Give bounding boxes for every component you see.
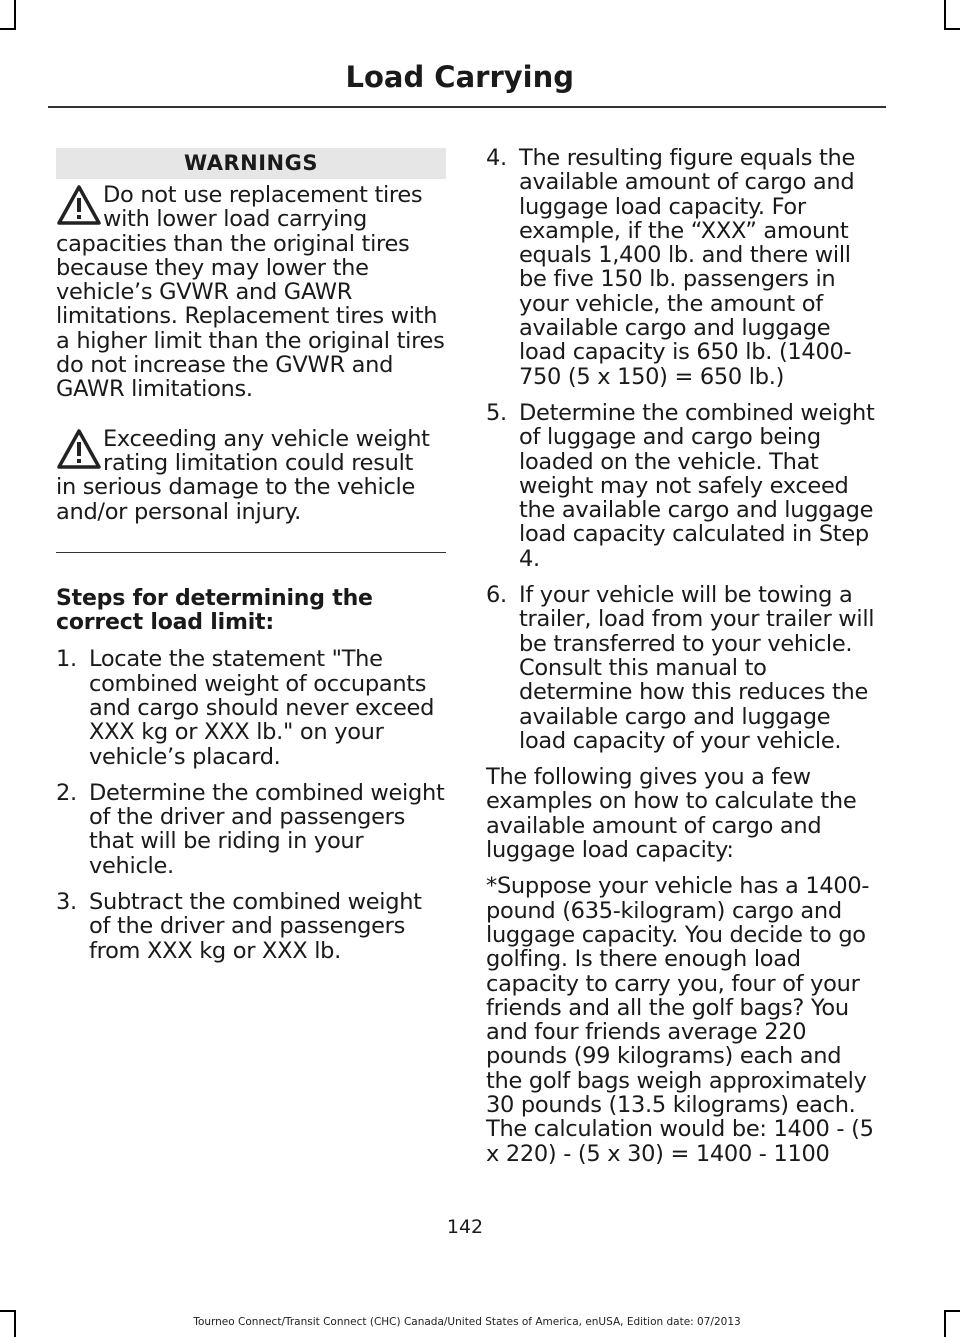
list-item xyxy=(56,890,446,963)
step-number: 3. xyxy=(56,889,77,916)
crop-mark xyxy=(944,28,960,30)
page-number: 142 xyxy=(446,1216,484,1238)
warning-triangle-icon xyxy=(56,427,102,471)
step-number: 5. xyxy=(486,399,507,426)
footer-text: Tourneo Connect/Transit Connect (CHC) Canada/United States of America, enUSA, Edition date: 07/2013 xyxy=(193,1316,741,1328)
paragraph: *Suppose your vehicle has a 1400-pound (635-kilogram) cargo and luggage capacity. You decide to go golfing. Is there enough load capacity to carry you, four of your friends and all the golf bags? You and four friends average 220 pounds (99 kilograms) each and the golf bags weigh approximately 30 pounds (13.5 kilograms) each. The calculation would be: 1400 - (5 x 220) - (5 x 30) = 1400 - 1100 xyxy=(486,873,874,1167)
list-item xyxy=(56,781,446,878)
steps-list xyxy=(56,647,446,963)
crop-mark xyxy=(944,0,946,30)
list-item xyxy=(486,583,881,753)
list-item xyxy=(56,647,446,768)
warning-text: in serious damage to the vehicle and/or personal injury. xyxy=(56,474,416,525)
step-text: The resulting figure equals the available amount of cargo and luggage load capacity. For example, if the “XXX” amount equals 1,400 lb. and there will be five 150 lb. passengers in your vehicle, the amount of available cargo and luggage load capacity is 650 lb. (1400-750 (5 x 150) = 650 lb.) xyxy=(519,145,855,390)
warning-text-first: Exceeding any vehicle weight rating limitation could result xyxy=(103,425,430,476)
step-text: If your vehicle will be towing a trailer, load from your trailer will be transferred to your vehicle. Consult this manual to determine how this reduces the available cargo and luggage load capacity of your vehicle. xyxy=(519,582,875,754)
warnings-heading: WARNINGS xyxy=(56,148,446,179)
step-text: Locate the statement "The combined weight of occupants and cargo should never exceed XXX kg or XXX lb." on your vehicle’s placard. xyxy=(89,646,435,770)
crop-mark xyxy=(944,1310,960,1312)
step-number: 1. xyxy=(56,646,77,673)
step-number: 4. xyxy=(486,145,507,171)
page-title: Load Carrying xyxy=(345,60,574,94)
warning-triangle-icon xyxy=(56,183,102,227)
section-divider xyxy=(56,552,446,554)
steps-list-continued xyxy=(486,146,881,753)
warning-item xyxy=(56,183,446,402)
warning-text-first: Do not use replacement tires with lower load carrying xyxy=(103,182,423,233)
warning-item xyxy=(56,427,446,524)
header-divider xyxy=(48,106,886,108)
right-column xyxy=(486,146,881,1166)
left-column xyxy=(56,148,446,963)
step-text: Determine the combined weight of the driver and passengers that will be riding in your vehicle. xyxy=(89,779,445,879)
list-item xyxy=(486,401,881,571)
list-item xyxy=(486,146,881,389)
step-text: Determine the combined weight of luggage and cargo being loaded on the vehicle. That weight may not safely exceed the available cargo and luggage load capacity calculated in Step 4. xyxy=(519,399,875,572)
crop-mark xyxy=(0,28,16,30)
step-text: Subtract the combined weight of the driver and passengers from XXX kg or XXX lb. xyxy=(89,889,422,964)
step-number: 6. xyxy=(486,582,507,609)
section-heading: Steps for determining the correct load limit: xyxy=(56,586,373,636)
step-number: 2. xyxy=(56,779,77,806)
paragraph: The following gives you a few examples on how to calculate the available amount of cargo and luggage load capacity: xyxy=(486,764,857,864)
warning-text: capacities than the original tires because they may lower the vehicle’s GVWR and GAWR limitations. Replacement tires with a higher limit than the original tires do not increase the GVWR and GAWR limitations. xyxy=(56,230,445,403)
crop-mark xyxy=(944,1310,946,1337)
crop-mark xyxy=(14,0,16,30)
crop-mark xyxy=(0,1310,16,1312)
